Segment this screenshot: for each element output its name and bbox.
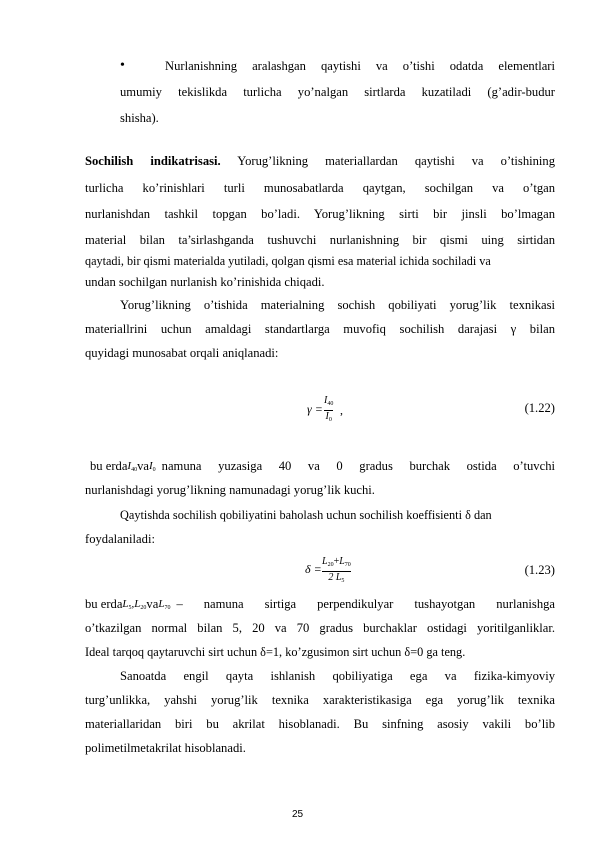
page-number: 25 xyxy=(291,809,304,820)
L5-symbol: L5, xyxy=(122,598,135,611)
bullet-line-3: shisha). xyxy=(120,111,159,125)
section-line-4: material bilan ta’sirlashganda tushuvchi nurlanishning bir qismi uing sirtidan xyxy=(85,233,555,247)
para6-line-2: turg’unlikka, yahshi yorug’lik texnika xarakteristikasiga ega yorug’lik texnika xyxy=(85,693,555,707)
eq122-number: (1.22) xyxy=(524,401,555,415)
eq122-numerator: $I_{40}$ xyxy=(324,395,334,407)
bullet-line-2: umumiy tekislikda turlicha yo’nalgan sirtlarda kuzatiladi (g’adir-budur xyxy=(120,85,555,99)
para5-line-3: Ideal tarqoq qaytaruvchi sirt uchun δ=1, ko’zgusimon sirt uchun δ=0 ga teng. xyxy=(85,645,466,659)
eq122-fraction xyxy=(324,395,333,426)
L20-symbol: L20 xyxy=(134,598,147,611)
eq122-lhs: γ = xyxy=(307,402,323,416)
para6-line-1: Sanoatda engil qayta ishlanish qobiliyatiga ega va fizika-kimyoviy xyxy=(120,669,555,683)
bullet-line-1: Nurlanishning aralashgan qaytishi va o’tishi odatda elementlari xyxy=(165,59,555,73)
I40-symbol: I40 xyxy=(127,460,138,473)
para6-line-3: materiallaridan biri bu akrilat hisoblanadi. Bu sinfning asosiy vakili bo’lib xyxy=(85,717,555,731)
para5-line-1: bu erda L5, L20 va L70 – namuna sirtiga perpendikulyar tushayotgan nurlanishga xyxy=(85,596,555,616)
bullet-symbol: • xyxy=(120,58,125,73)
section-heading: Sochilish indikatrisasi. xyxy=(85,154,221,168)
eq123-fraction xyxy=(322,556,351,587)
eq123-lhs: δ = xyxy=(305,562,322,576)
section-line-5: qaytadi, bir qismi materialda yutiladi, qolgan qismi esa material ichida sochiladi va xyxy=(85,254,491,268)
eq123-denominator: 2 $L_5$ xyxy=(328,572,345,584)
eq122-comma: , xyxy=(340,403,343,417)
para5-line-2: o’tkazilgan normal bilan 5, 20 va 70 gradus burchaklar ostidagi yoritilganliklar. xyxy=(85,621,555,635)
eq123-numerator: $L_{20}+L_{70}$ xyxy=(322,556,351,568)
para2-line-2: materiallrini uchun amaldagi standartlarga muvofiq sochilish darajasi γ bilan xyxy=(85,322,555,336)
I0-symbol: I0 xyxy=(148,460,156,473)
para3-line-2: nurlanishdagi yorug’likning namunadagi yorug’lik kuchi. xyxy=(85,483,375,497)
L70-symbol: L70 xyxy=(158,598,171,611)
section-first-line xyxy=(85,153,555,169)
para4-line-2: foydalaniladi: xyxy=(85,532,155,546)
section-line-2: turlicha ko’rinishlari turli munosabatlarda qaytgan, sochilgan va o’tgan xyxy=(85,181,555,195)
section-line1-rest: Yorug’likning materiallardan qaytishi va o’tishining xyxy=(237,154,556,168)
para6-line-4: polimetilmetakrilat hisoblanadi. xyxy=(85,741,246,755)
eq122-denominator: $I_0$ xyxy=(325,411,332,423)
para3-line-1: bu erda I40 va I0 namuna yuzasiga 40 va 0 gradus burchak ostida o’tuvchi xyxy=(90,458,555,478)
section-line-6: undan sochilgan nurlanish ko’rinishida chiqadi. xyxy=(85,275,325,289)
para2-line-1: Yorug’likning o’tishida materialning sochish qobiliyati yorug’lik texnikasi xyxy=(120,298,555,312)
para2-line-3: quyidagi munosabat orqali aniqlanadi: xyxy=(85,346,279,360)
section-line-3: nurlanishdan tashkil topgan bo’ladi. Yorug’likning sirti bir jinsli bo’lmagan xyxy=(85,207,555,221)
eq123-number: (1.23) xyxy=(524,563,555,577)
para4-line-1: Qaytishda sochilish qobiliyatini baholash uchun sochilish koeffisienti δ dan xyxy=(120,508,492,522)
